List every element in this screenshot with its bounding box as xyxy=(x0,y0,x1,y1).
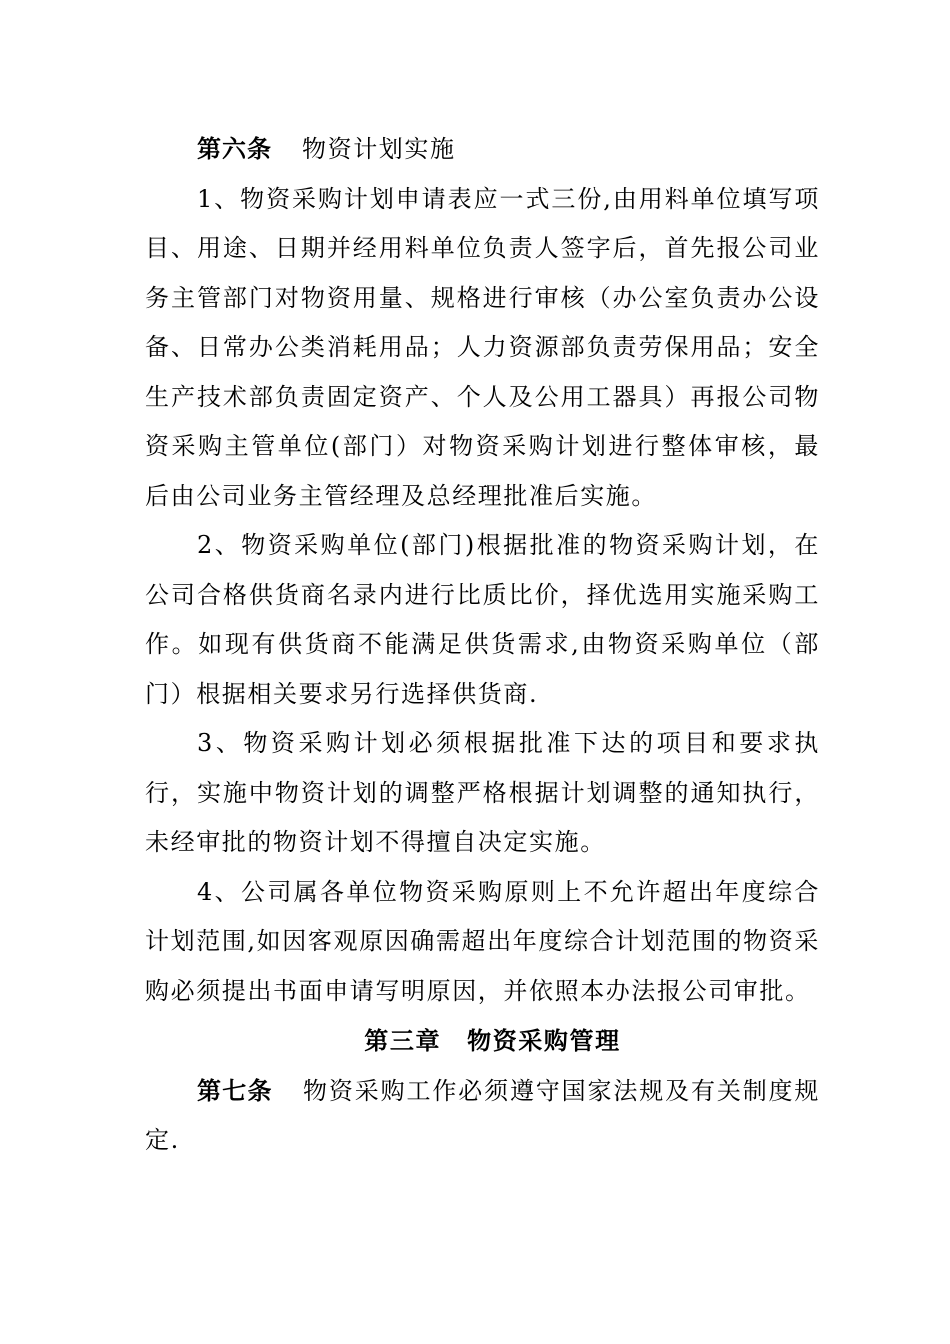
chapter-3-title: 物资采购管理 xyxy=(467,1026,621,1055)
chapter-3-label: 第三章 xyxy=(364,1026,442,1055)
article-7-text: 物资采购工作必须遵守国家法规及有关制度规定. xyxy=(145,1076,821,1154)
paragraph-1: 1、物资采购计划申请表应一式三份,由用料单位填写项目、用途、日期并经用料单位负责人签字后，首先报公司业务主管部门对物资用量、规格进行审核（办公室负责办公设备、日常办公类消耗用品；人力资源部负责劳保用品；安全生产技术部负责固定资产、个人及公用工器具）再报公司物资采购主管单位(部门）对物资采购计划进行整体审核，最后由公司业务主管经理及总经理批准后实施。 xyxy=(145,184,820,510)
paragraph-3: 3、物资采购计划必须根据批准下达的项目和要求执行，实施中物资计划的调整严格根据计划调整的通知执行，未经审批的物资计划不得擅自决定实施。 xyxy=(145,729,820,856)
article-7-paragraph xyxy=(145,1066,820,1166)
paragraph-4: 4、公司属各单位物资采购原则上不允许超出年度综合计划范围,如因客观原因确需超出年度综合计划范围的物资采购必须提出书面申请写明原因，并依照本办法报公司审批。 xyxy=(145,877,820,1005)
document-page xyxy=(145,124,820,1166)
article-7-label: 第七条 xyxy=(197,1075,273,1105)
article-6-heading xyxy=(145,124,820,175)
chapter-3-heading xyxy=(145,1016,820,1066)
article-6-label: 第六条 xyxy=(197,134,272,163)
paragraph-2: 2、物资采购单位(部门)根据批准的物资采购计划，在公司合格供货商名录内进行比质比价，择优选用实施采购工作。如现有供货商不能满足供货需求,由物资采购单位（部门）根据相关要求另行选择供货商. xyxy=(145,531,820,708)
article-6-title: 物资计划实施 xyxy=(302,135,456,163)
